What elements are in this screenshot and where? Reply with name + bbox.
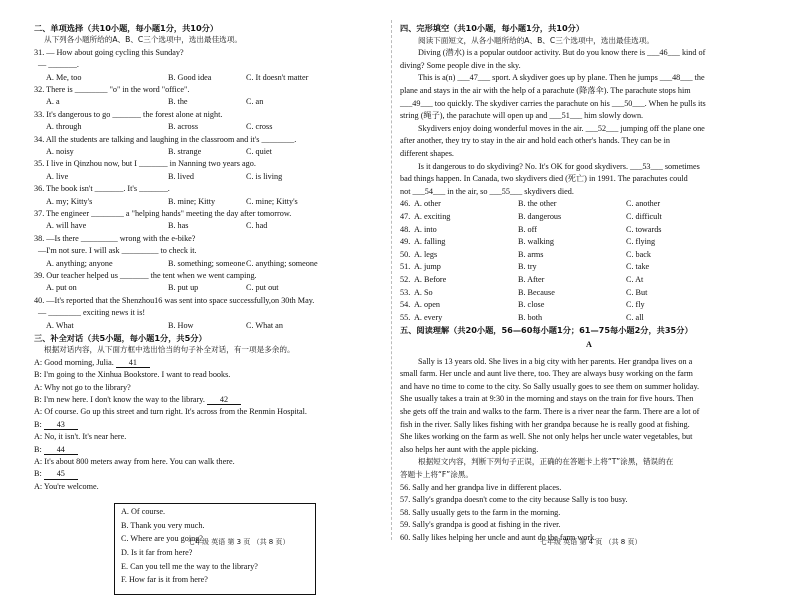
cloze-line: diving? Some people dive in the sky. — [400, 60, 521, 70]
dialog-line — [34, 483, 99, 491]
option-a: A. anything; anyone — [46, 258, 113, 268]
section-2-title: 二、单项选择（共10小题，每小题1分，共10分） — [34, 23, 219, 33]
option-a: A. Before — [414, 275, 447, 284]
option-a: A. legs — [414, 249, 438, 259]
section-3-instructions: 根据对话内容，从下面方框中选出恰当的句子补全对话，有一项是多余的。 — [44, 345, 295, 355]
option-b: B. After — [518, 275, 545, 284]
tf-instructions-line2: 答题卡上将“F”涂黑。 — [400, 470, 473, 479]
option-a: A. through — [46, 122, 82, 132]
question-stem: 33. It's dangerous to go _______ the forest alone at night. — [34, 109, 223, 119]
option-a: A. exciting — [414, 212, 451, 221]
option-b: B. the — [168, 97, 188, 107]
option-b: B. Good idea — [168, 72, 212, 82]
dialog-text: A: You're welcome. — [34, 481, 99, 491]
question-stem: 39. Our teacher helped us _______ the tent when we went camping. — [34, 271, 257, 280]
answer-blank: 45 — [44, 470, 78, 479]
cloze-line: Diving (潜水) is a popular outdoor activity. But do you know there is ___46___ kind of — [418, 48, 706, 58]
question-stem: 40. —It's reported that the Shenzhou16 was sent into space successfully,on 30th May. — [34, 295, 315, 305]
dialog-line — [34, 458, 235, 466]
passage-line: also helps her aunt with the apple picking. — [400, 444, 539, 454]
tf-item: 58. Sally usually gets to the farm in the morning. — [400, 507, 561, 517]
tf-item: 57. Sally's grandpa doesn't come to the city because Sally is too busy. — [400, 495, 628, 505]
option-b: B. How — [168, 320, 194, 330]
question-stem-line2: — ________ exciting news it is! — [38, 308, 146, 318]
option-c: C. difficult — [626, 212, 662, 221]
option-b: B. close — [518, 300, 545, 310]
option-a: A. Me, too — [46, 72, 82, 82]
cloze-number: 48. — [400, 224, 411, 234]
option-c: C. all — [626, 312, 644, 322]
tf-item: 60. Sally likes helping her uncle and aunt do the farm work. — [400, 533, 597, 542]
cloze-number: 54. — [400, 300, 411, 310]
option-c: C. mine; Kitty's — [246, 196, 298, 206]
dialog-text: A: Of course. Go up this street and turn right. It's across from the Renmin Hospital. — [34, 407, 307, 417]
option-b: B. has — [168, 221, 189, 231]
option-a: A. falling — [414, 237, 446, 247]
cloze-line: bad things happen. In Canada, two skydivers died (死亡) in 1991. The parachutes could — [400, 174, 688, 184]
page-divider — [391, 20, 392, 540]
box-option: C. Where are you going? — [121, 534, 203, 544]
question-stem: 36. The book isn't _______. It's _______. — [34, 184, 170, 194]
question-stem: 37. The engineer ________ a "helping hands" meeting the day after tomorrow. — [34, 209, 292, 218]
dialog-line — [34, 470, 78, 479]
option-c: C. is living — [246, 171, 283, 181]
answer-blank: 44 — [44, 446, 78, 455]
dialog-line — [34, 359, 150, 368]
option-c: C. cross — [246, 122, 273, 132]
passage-line: and have no time to come to the city. So Sally usually goes to see them on summer holiday. — [400, 381, 700, 391]
option-b: B. mine; Kitty — [168, 196, 216, 206]
passage-line: She usually takes a train at 9:30 in the morning and stays on the train for five hours. Then — [400, 394, 694, 404]
option-a: A. jump — [414, 262, 441, 272]
section-2-instructions: 从下列各小题所给的A、B、C三个选项中，选出最佳选项。 — [44, 35, 242, 45]
dialog-line — [34, 421, 78, 430]
dialog-text: B: — [34, 469, 44, 479]
dialog-text: A: Good morning, Julia. — [34, 357, 116, 367]
option-b: B. arms — [518, 249, 544, 259]
question-stem: 35. I live in Qinzhou now, but I _______ in Nanning two years ago. — [34, 159, 256, 169]
question-stem: 32. There is ________ "o" in the word "office". — [34, 85, 190, 94]
cloze-number: 51. — [400, 262, 411, 272]
cloze-line: plane and stays in the air with the help of a parachute (降落伞). The parachute stops him — [400, 86, 691, 95]
box-option: B. Thank you very much. — [121, 520, 205, 530]
passage-line: fish in the river. Sally likes fishing with her grandpa because he is really good at fishing. — [400, 419, 690, 429]
dialog-text: B: — [34, 444, 44, 454]
cloze-number: 49. — [400, 237, 411, 247]
cloze-line: ___49___ too quickly. The skydiver carries the parachute on his ___50___. When he pulls its — [400, 98, 706, 108]
question-stem: 31. — How about going cycling this Sunday? — [34, 47, 184, 57]
cloze-line: after another, they try to stay in the air and hold each other's hands. They can be in — [400, 136, 670, 146]
option-c: C. had — [246, 221, 268, 231]
dialog-text: B: I'm new here. I don't know the way to the library. — [34, 395, 207, 404]
cloze-line: This is a(n) ___47___ sport. A skydiver goes up by plane. Then he jumps ___48___ the — [418, 73, 705, 83]
dialog-line — [34, 396, 241, 405]
option-b: B. across — [168, 122, 199, 132]
section-3-title: 三、补全对话（共5小题，每小题1分，共5分） — [34, 333, 207, 343]
dialog-line — [34, 384, 131, 392]
box-option: E. Can you tell me the way to the library? — [121, 561, 258, 571]
option-c: C. quiet — [246, 147, 272, 156]
passage-label: A — [586, 340, 592, 349]
cloze-line: string (绳子), the parachute will open up and ___51___ him slowly down. — [400, 111, 644, 121]
answer-blank: 42 — [207, 396, 241, 405]
option-c: C. But — [626, 287, 648, 297]
options-box — [114, 503, 316, 595]
cloze-number: 50. — [400, 249, 411, 259]
section-5-title: 五、阅读理解（共20小题，56—60每小题1分；61—75每小题2分，共35分） — [400, 325, 693, 336]
option-b: B. the other — [518, 199, 557, 209]
option-a: A. every — [414, 312, 443, 322]
question-stem: 34. All the students are talking and laughing in the classroom and it's ________. — [34, 134, 297, 144]
option-b: B. strange — [168, 147, 202, 156]
option-c: C. put out — [246, 283, 279, 293]
passage-line: she gets off the train and walks to the farm. There is a river near the farm. There are a lot of — [400, 407, 700, 416]
tf-instructions: 根据短文内容，判断下列句子正误，正确的在答题卡上将“T”涂黑，错误的在 — [418, 457, 674, 467]
option-c: C. take — [626, 262, 650, 272]
dialog-line — [34, 446, 78, 455]
option-b: B. dangerous — [518, 212, 562, 221]
option-c: C. flying — [626, 237, 656, 247]
option-a: A. live — [46, 171, 69, 181]
cloze-line: Skydivers enjoy doing wonderful moves in the air. ___52___ jumping off the plane one — [418, 123, 705, 133]
dialog-text: A: Why not go to the library? — [34, 382, 131, 392]
section-4-title: 四、完形填空（共10小题，每小题1分，共10分） — [400, 23, 585, 33]
option-b: B. walking — [518, 237, 554, 247]
dialog-text: A: It's about 800 meters away from here. You can walk there. — [34, 457, 235, 466]
option-c: C. What an — [246, 320, 283, 330]
option-b: B. put up — [168, 283, 199, 293]
option-a: A. other — [414, 199, 441, 209]
option-c: C. another — [626, 199, 661, 209]
dialog-text: B: — [34, 419, 44, 429]
option-a: A. my; Kitty's — [46, 196, 93, 206]
right-footer: 七年级 英语 第 4 页 （共 8 页） — [540, 538, 642, 546]
question-stem-line2: —I'm not sure. I will ask _________ to check it. — [38, 246, 197, 256]
answer-blank: 41 — [116, 359, 150, 368]
option-a: A. noisy — [46, 147, 74, 156]
option-c: C. towards — [626, 224, 662, 234]
option-b: B. lived — [168, 171, 194, 181]
passage-line: Sally is 13 years old. She lives in a big city with her parents. Her grandpa lives on a — [418, 356, 693, 366]
option-a: A. open — [414, 300, 440, 310]
passage-line: small farm. Her uncle and aunt live there, too. They are always busy working on the farm — [400, 369, 693, 379]
cloze-number: 52. — [400, 275, 411, 284]
option-c: C. back — [626, 249, 652, 259]
option-b: B. something; someone — [168, 258, 246, 268]
dialog-text: B: I'm going to the Xinhua Bookstore. I want to read books. — [34, 370, 231, 380]
cloze-line: different shapes. — [400, 149, 454, 158]
dialog-line — [34, 371, 230, 379]
option-b: B. Because — [518, 287, 555, 297]
option-c: C. anything; someone — [246, 258, 318, 268]
section-4-instructions: 阅读下面短文，从各小题所给的A、B、C三个选项中，选出最佳选项。 — [418, 35, 654, 45]
question-stem-line2: — _______. — [38, 60, 79, 70]
answer-blank: 43 — [44, 421, 78, 430]
option-b: B. both — [518, 312, 543, 322]
box-option: A. Of course. — [121, 507, 166, 517]
cloze-line: Is it dangerous to do skydiving? No. It's OK for good skydivers. ___53___ sometimes — [418, 161, 700, 171]
cloze-line: not ___54___ in the air, so ___55___ skydivers died. — [400, 186, 574, 196]
option-b: B. off — [518, 224, 537, 234]
cloze-number: 55. — [400, 312, 411, 322]
cloze-number: 46. — [400, 199, 411, 209]
option-b: B. try — [518, 262, 537, 272]
left-footer: 七年级 英语 第 3 页 （共 8 页） — [188, 538, 290, 546]
option-c: C. an — [246, 97, 264, 107]
option-a: A. put on — [46, 283, 77, 293]
option-c: C. It doesn't matter — [246, 72, 309, 82]
option-a: A. into — [414, 224, 437, 234]
option-a: A. What — [46, 320, 74, 330]
option-c: C. At — [626, 275, 644, 284]
tf-item: 59. Sally's grandpa is good at fishing in the river. — [400, 520, 561, 530]
option-a: A. a — [46, 97, 60, 107]
box-option: F. How far is it from here? — [121, 575, 208, 585]
passage-line: She likes working on the farm as well. She not only helps her uncle water vegetables, but — [400, 432, 693, 442]
cloze-number: 47. — [400, 212, 411, 221]
cloze-number: 53. — [400, 287, 411, 297]
option-a: A. So — [414, 287, 433, 297]
option-a: A. will have — [46, 221, 87, 231]
dialog-text: A: No, it isn't. It's near here. — [34, 432, 127, 442]
box-option: D. Is it far from here? — [121, 547, 193, 557]
option-c: C. fly — [626, 300, 645, 310]
dialog-line — [34, 433, 126, 441]
question-stem: 38. —Is there _________ wrong with the e-bike? — [34, 233, 196, 243]
dialog-line — [34, 408, 307, 416]
tf-item: 56. Sally and her grandpa live in different places. — [400, 482, 562, 492]
